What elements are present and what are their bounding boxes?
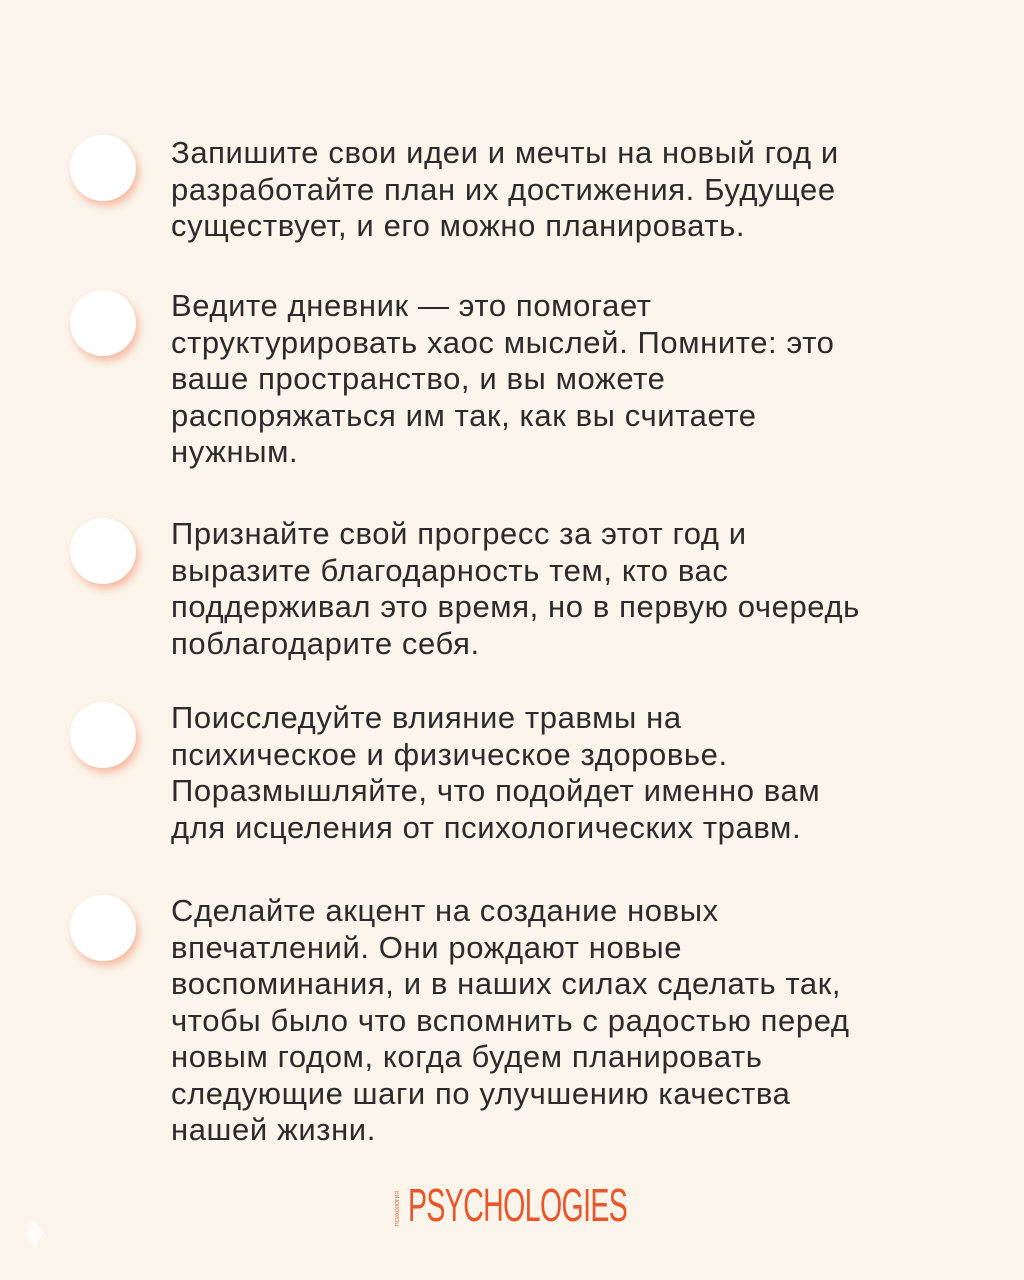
item-line: новым годом, когда будем планировать: [171, 1039, 763, 1074]
item-line: существует, и его можно планировать.: [171, 208, 746, 243]
item-line: нужным.: [171, 434, 299, 469]
item-line: Сделайте акцент на создание новых: [171, 893, 719, 928]
bullet-circle-icon: [70, 290, 136, 356]
item-line: нашей жизни.: [171, 1112, 376, 1147]
bullet-circle-icon: [70, 135, 136, 201]
item-line: Поисследуйте влияние травмы на: [171, 700, 682, 735]
item-line: Признайте свой прогресс за этот год и: [171, 516, 747, 551]
item-line: поблагодарите себя.: [171, 625, 480, 661]
item-line: психическое и физическое здоровье.: [171, 736, 728, 772]
item-line: Запишите свои идеи и мечты на новый год и: [171, 135, 839, 170]
psychologies-logo: PSYCHOLOGIES: [408, 1179, 628, 1231]
item-line: распоряжаться им так, как вы считаете: [171, 397, 757, 433]
item-line: поддерживал это время, но в первую очередь: [171, 589, 860, 624]
list-item: [171, 516, 971, 662]
item-line: для исцеления от психологических травм.: [171, 809, 802, 845]
item-line: следующие шаги по улучшению качества: [171, 1075, 791, 1111]
list-item: [171, 135, 971, 245]
bullet-circle-icon: [70, 702, 136, 768]
list-item: [171, 893, 971, 1149]
item-line: Поразмышляйте, что подойдет именно вам: [171, 773, 821, 808]
item-line: структурировать хаос мыслей. Помните: это: [171, 324, 835, 360]
logo-subtext: ПСИХОЛОГИЯ: [395, 1191, 401, 1226]
item-line: ваше пространство, и вы можете: [171, 361, 666, 396]
item-line: впечатлений. Они рождают новые: [171, 929, 683, 965]
item-line: выразите благодарность тем, кто вас: [171, 552, 729, 588]
item-line: Ведите дневник — это помогает: [171, 288, 652, 323]
item-line: воспоминания, и в наших силах сделать так,: [171, 966, 842, 1001]
bullet-circle-icon: [70, 895, 136, 961]
list-item: [171, 700, 971, 846]
diamond-watermark-icon: [26, 1218, 44, 1248]
item-line: разработайте план их достижения. Будущее: [171, 171, 836, 207]
list-item: [171, 288, 971, 471]
bullet-circle-icon: [70, 518, 136, 584]
item-line: чтобы было что вспомнить с радостью перед: [171, 1002, 850, 1038]
